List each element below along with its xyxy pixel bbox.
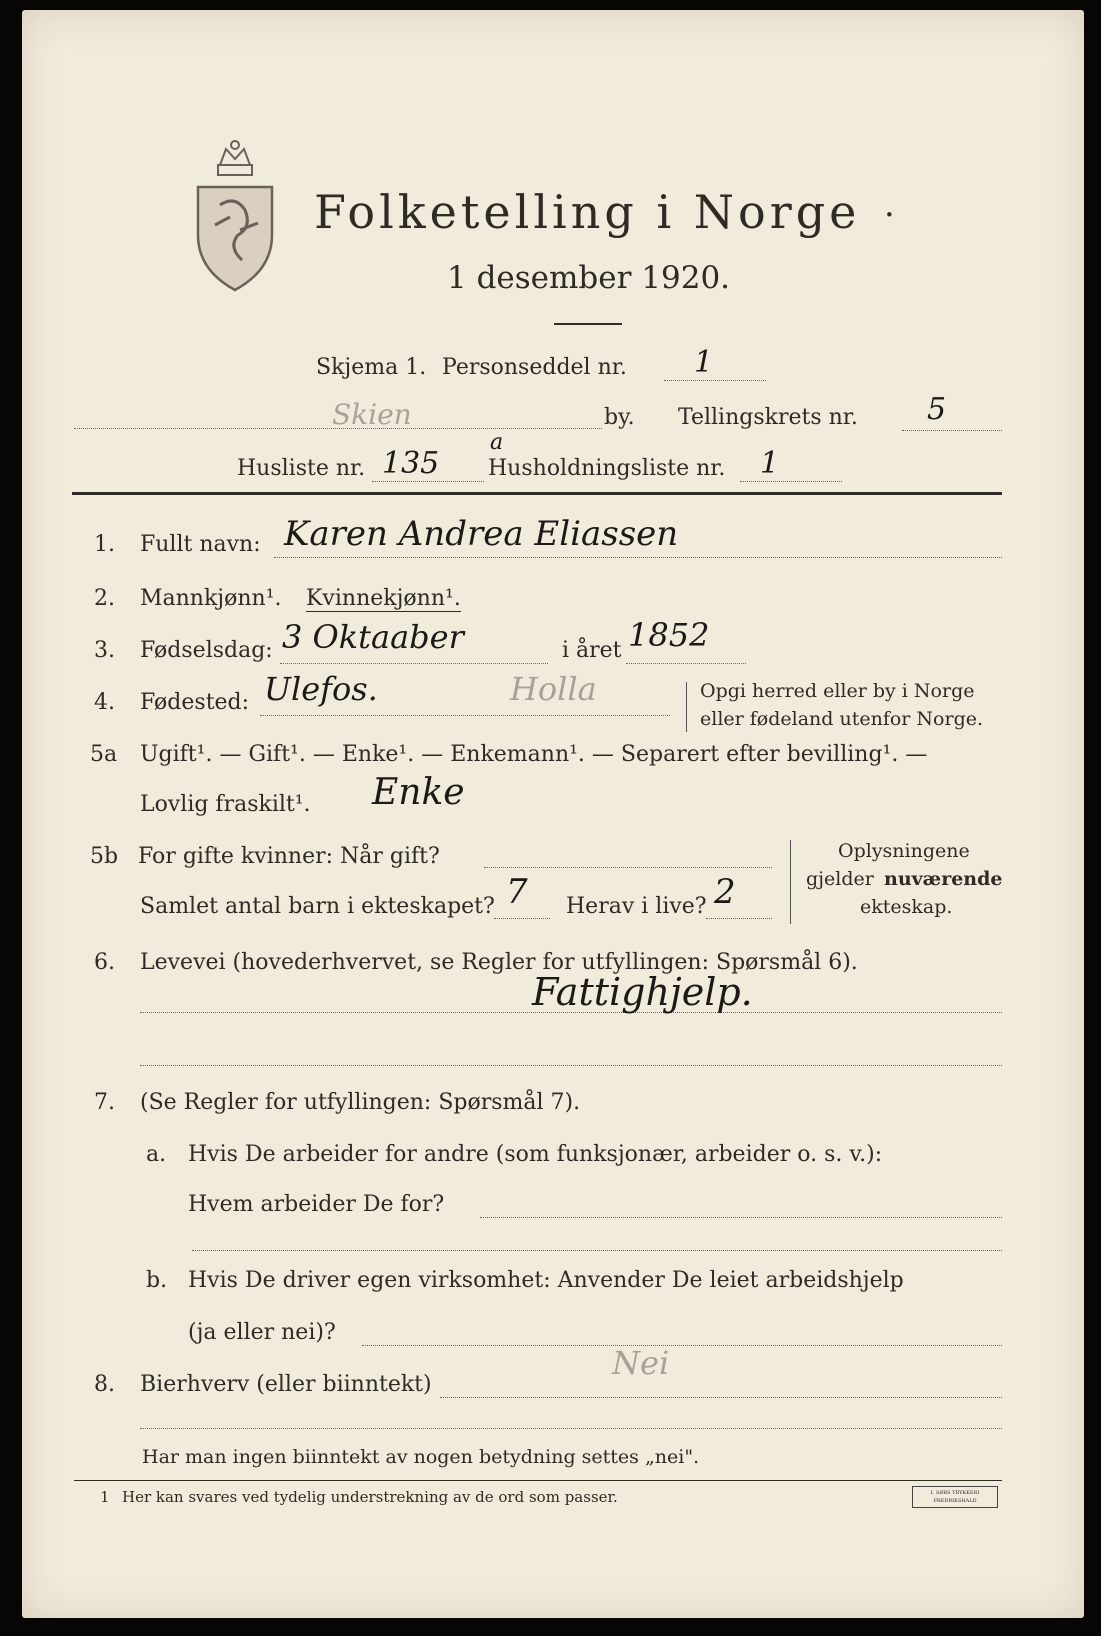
- printer-stamp-text: I. SØBS TRYKKERI FREDRIKSHALD: [930, 1490, 980, 1504]
- coat-of-arms-emblem: [190, 135, 280, 300]
- children-alive-label: Herav i live?: [566, 894, 707, 919]
- occupation-line2: [140, 1065, 1002, 1066]
- birthday-value: 3 Oktaaber: [282, 618, 464, 656]
- q3-line: [280, 663, 548, 664]
- q2-number: 2.: [94, 586, 115, 611]
- children-alive-line: [706, 918, 772, 919]
- year-line: [626, 663, 746, 664]
- side-income-line: [440, 1397, 1002, 1398]
- q5b-number: 5b: [90, 844, 119, 869]
- employer-line2: [192, 1250, 1002, 1251]
- q7b-line1: Hvis De driver egen virksomhet: Anvender De leiet arbeidshjelp: [188, 1268, 904, 1293]
- q3-number: 3.: [94, 638, 115, 663]
- city-value: Skien: [332, 398, 412, 431]
- q4-line: [260, 715, 670, 716]
- q5b-note-line1: Oplysningene: [838, 840, 970, 862]
- q5b-note-line2a: gjelder: [806, 868, 874, 890]
- no-income-note: Har man ingen biinntekt av nogen betydning settes „nei".: [142, 1446, 700, 1468]
- children-count-line: [494, 918, 550, 919]
- tellingskrets-line: [902, 430, 1002, 431]
- q4-note-line2: eller fødeland utenfor Norge.: [700, 708, 984, 730]
- q7-label: (Se Regler for utfyllingen: Spørsmål 7).: [140, 1090, 581, 1115]
- census-form-sheet: [22, 10, 1084, 1618]
- husliste-label: Husliste nr.: [237, 456, 366, 481]
- personseddel-line: [664, 380, 766, 381]
- married-when-label: For gifte kvinner: Når gift?: [138, 844, 440, 869]
- occupation-value: Fattighjelp.: [532, 970, 753, 1014]
- footnote-marker: 1: [100, 1488, 110, 1506]
- personseddel-label: Personseddel nr.: [442, 355, 627, 380]
- birth-year-value: 1852: [628, 616, 710, 654]
- occupation-label: Levevei (hovederhvervet, se Regler for utfyllingen: Spørsmål 6).: [140, 950, 858, 975]
- birthplace-value: Ulefos.: [264, 670, 378, 708]
- marital-options: Ugift¹. — Gift¹. — Enke¹. — Enkemann¹. — Separert efter bevilling¹. —: [140, 742, 928, 767]
- husholdning-label: Husholdningsliste nr.: [488, 456, 726, 481]
- q4-note-bracket: [686, 682, 687, 732]
- gender-option-female-underlined: Kvinnekjønn¹.: [306, 586, 461, 611]
- q5b-note-bracket: [790, 840, 791, 924]
- year-label: i året: [562, 638, 622, 663]
- q7b-letter: b.: [146, 1268, 168, 1293]
- husholdning-value: 1: [760, 446, 780, 481]
- q5a-number: 5a: [90, 742, 118, 767]
- q7-number: 7.: [94, 1090, 115, 1115]
- full-name-value: Karen Andrea Eliassen: [284, 514, 679, 554]
- personseddel-value: 1: [694, 345, 714, 380]
- husholdning-line: [740, 481, 842, 482]
- q4-label: Fødested:: [140, 690, 250, 715]
- tellingskrets-value: 5: [927, 392, 947, 427]
- printer-stamp: [912, 1486, 998, 1508]
- side-income-line2: [140, 1428, 1002, 1429]
- form-title: Folketelling i Norge: [314, 185, 861, 239]
- children-count-value: 7: [506, 872, 528, 912]
- footnote-text: Her kan svares ved tydelig understrekning av de ord som passer.: [122, 1488, 618, 1506]
- q7a-line1: Hvis De arbeider for andre (som funksjonær, arbeider o. s. v.):: [188, 1142, 883, 1167]
- q1-line: [274, 557, 1002, 558]
- q1-number: 1.: [94, 532, 115, 557]
- children-count-label: Samlet antal barn i ekteskapet?: [140, 894, 495, 919]
- footnote-rule: [74, 1480, 1002, 1481]
- q7a-letter: a.: [146, 1142, 167, 1167]
- birthplace-value-2: Holla: [510, 670, 597, 708]
- marital-status-value: Enke: [372, 772, 465, 813]
- q8-number: 8.: [94, 1372, 115, 1397]
- q4-note-line1: Opgi herred eller by i Norge: [700, 680, 975, 702]
- husliste-value: 135: [382, 446, 440, 481]
- children-alive-value: 2: [714, 872, 736, 912]
- census-date: 1 desember 1920.: [447, 260, 731, 296]
- header-rule: [72, 492, 1002, 495]
- q7b-line2: (ja eller nei)?: [188, 1320, 336, 1345]
- married-when-line: [484, 867, 772, 868]
- side-income-label: Bierhverv (eller biinntekt): [140, 1372, 432, 1397]
- q4-number: 4.: [94, 690, 115, 715]
- q1-label: Fullt navn:: [140, 532, 261, 557]
- by-label: by.: [604, 405, 635, 430]
- husliste-suffix: a: [490, 430, 504, 455]
- husliste-line: [372, 481, 484, 482]
- tellingskrets-label: Tellingskrets nr.: [678, 405, 858, 430]
- q3-label: Fødselsdag:: [140, 638, 273, 663]
- q6-number: 6.: [94, 950, 115, 975]
- marital-options-line2: Lovlig fraskilt¹.: [140, 792, 311, 817]
- hired-help-line: [362, 1345, 1002, 1346]
- employer-line: [480, 1217, 1002, 1218]
- skjema-label: Skjema 1.: [316, 355, 427, 380]
- title-divider: [554, 323, 622, 325]
- side-income-value: Nei: [612, 1344, 670, 1382]
- title-dot: ·: [884, 195, 895, 235]
- q5b-note-line2b: nuværende: [884, 868, 1003, 890]
- q5b-note-line3: ekteskap.: [860, 896, 953, 918]
- gender-option-male: Mannkjønn¹.: [140, 586, 282, 611]
- q7a-line2: Hvem arbeider De for?: [188, 1192, 445, 1217]
